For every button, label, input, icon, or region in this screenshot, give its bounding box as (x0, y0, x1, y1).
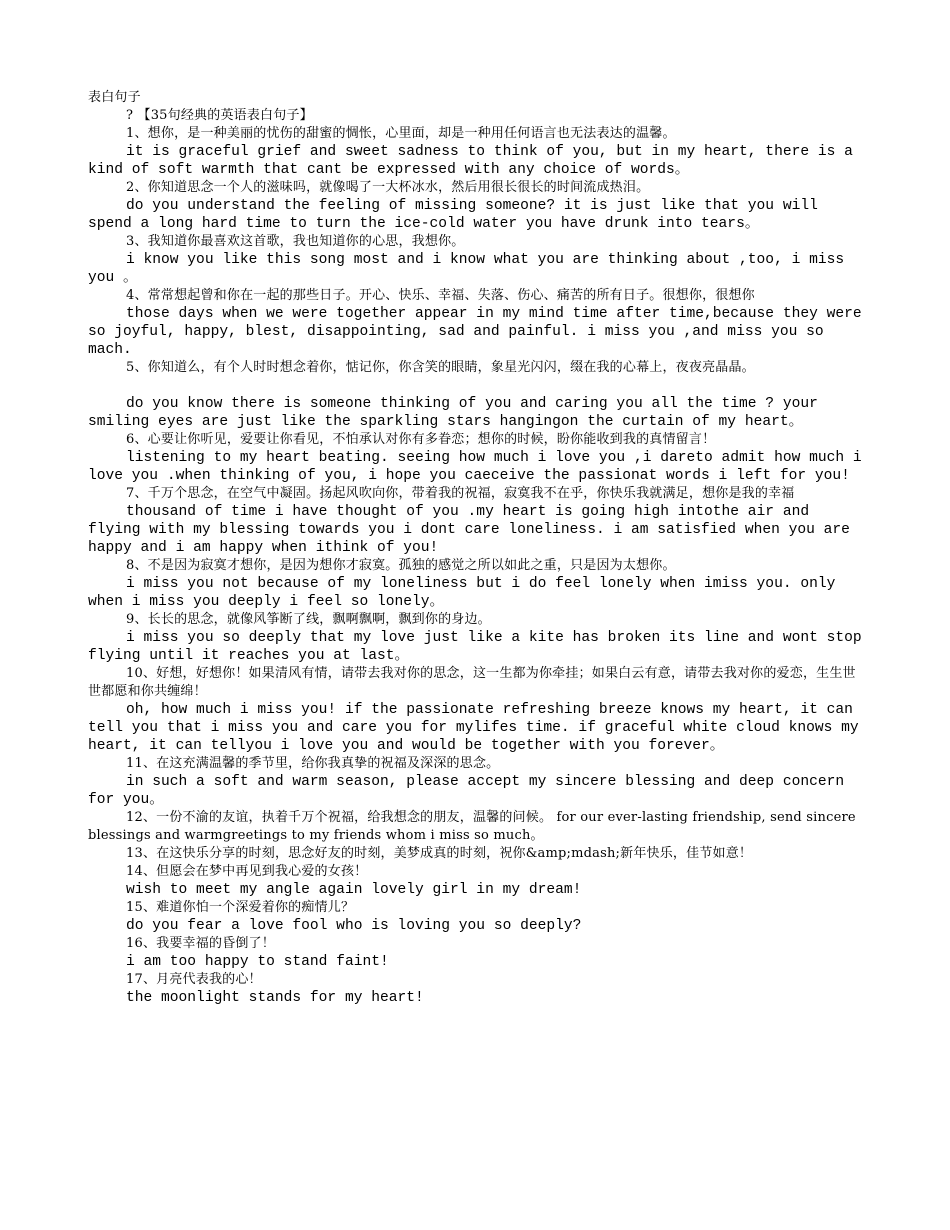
chinese-line: 15、难道你怕一个深爱着你的痴情儿？ (126, 900, 355, 915)
chinese-line: 5、你知道么，有个人时时想念着你，惦记你，你含笑的眼睛，象星光闪闪，缀在我的心幕上，夜夜亮晶晶。 (126, 360, 755, 375)
chinese-line: 10、好想，好想你！如果清风有情，请带去我对你的思念，这一生都为你牵挂；如果白云有意，请带去我对你的爱恋，生生世世都愿和你共缠绵！ (88, 666, 856, 699)
english-line: wish to meet my angle again lovely girl in my dream! (126, 882, 582, 898)
english-line: oh, how much i miss you! if the passionate refreshing breeze knows my heart, it can tell you that i miss you and care you for mylifes time. if graceful white cloud knows my heart, it can tellyou i love you and would be together with you forever。 (88, 702, 868, 754)
english-line: i miss you not because of my loneliness but i do feel lonely when imiss you. only when i miss you deeply i feel so lonely。 (88, 576, 845, 610)
chinese-line: 14、但愿会在梦中再见到我心爱的女孩！ (126, 864, 368, 879)
english-line: do you understand the feeling of missing someone? it is just like that you will spend a long hard time to turn the ice-cold water you have drunk into tears。 (88, 198, 827, 232)
chinese-line: 7、千万个思念，在空气中凝固。扬起风吹向你，带着我的祝福，寂寞我不在乎，你快乐我就满足，想你是我的幸福 (126, 486, 795, 501)
document-subtitle: ? 【35句经典的英语表白句子】 (126, 108, 313, 123)
chinese-line: 9、长长的思念，就像风筝断了线，飘啊飘啊，飘到你的身边。 (126, 612, 491, 627)
chinese-line: 16、我要幸福的昏倒了！ (126, 936, 275, 951)
chinese-line: 6、心要让你听见，爱要让你看见，不怕承认对你有多眷恋；想你的时候，盼你能收到我的真情留言！ (126, 432, 716, 447)
document-body (88, 125, 871, 1007)
english-line: i am too happy to stand faint! (126, 954, 389, 970)
chinese-line: 11、在这充满温馨的季节里，给你我真挚的祝福及深深的思念。 (126, 756, 500, 771)
chinese-line: 8、不是因为寂寞才想你，是因为想你才寂寞。孤独的感觉之所以如此之重，只是因为太想你。 (126, 558, 676, 573)
english-line: those days when we were together appear in my mind time after time,because they were so joyful, happy, blest, disappointing, sad and painful. i miss you ,and miss you so mach. (88, 306, 871, 358)
english-line: in such a soft and warm season, please accept my sincere blessing and deep concern for you。 (88, 774, 853, 808)
chinese-line: 17、月亮代表我的心！ (126, 972, 262, 987)
chinese-line: 4、常常想起曾和你在一起的那些日子。开心、快乐、幸福、失落、伤心、痛苦的所有日子。很想你，很想你 (126, 288, 755, 303)
document-title: 表白句子 (88, 90, 141, 105)
english-line: thousand of time i have thought of you .my heart is going high intothe air and flying with my blessing towards you i dont care loneliness. i am satisfied when you are happy and i am happy when ithink of you! (88, 504, 859, 556)
english-line: it is graceful grief and sweet sadness to think of you, but in my heart, there is a kind of soft warmth that cant be expressed with any choice of words。 (88, 144, 862, 178)
document-page (88, 89, 871, 1007)
chinese-line: 3、我知道你最喜欢这首歌，我也知道你的心思，我想你。 (126, 234, 465, 249)
chinese-line: 1、想你，是一种美丽的忧伤的甜蜜的惆怅，心里面，却是一种用任何语言也无法表达的温馨。 (126, 126, 676, 141)
english-line: do you know there is someone thinking of you and caring you all the time ? your smiling eyes are just like the sparkling stars hangingon the curtain of my heart。 (88, 396, 827, 430)
chinese-line: 13、在这快乐分享的时刻，思念好友的时刻，美梦成真的时刻，祝你&amp;mdash;新年快乐，佳节如意！ (126, 846, 753, 861)
english-line: i know you like this song most and i know what you are thinking about ,too, i miss you 。 (88, 252, 853, 286)
chinese-line: 2、你知道思念一个人的滋味吗，就像喝了一大杯冰水，然后用很长很长的时间流成热泪。 (126, 180, 650, 195)
english-line: the moonlight stands for my heart! (126, 990, 424, 1006)
chinese-line: 12、一份不渝的友谊，执着千万个祝福，给我想念的朋友，温馨的问候。 for our ever-lasting friendship, send sincere blessings and warmgreetings to my friends whom i miss so much。 (88, 810, 861, 843)
english-line: listening to my heart beating. seeing how much i love you ,i dareto admit how much i love you .when thinking of you, i hope you caeceive the passionat words i left for you! (88, 450, 871, 484)
english-line: do you fear a love fool who is loving you so deeply? (126, 918, 582, 934)
english-line: i miss you so deeply that my love just like a kite has broken its line and wont stop flying until it reaches you at last。 (88, 630, 871, 664)
